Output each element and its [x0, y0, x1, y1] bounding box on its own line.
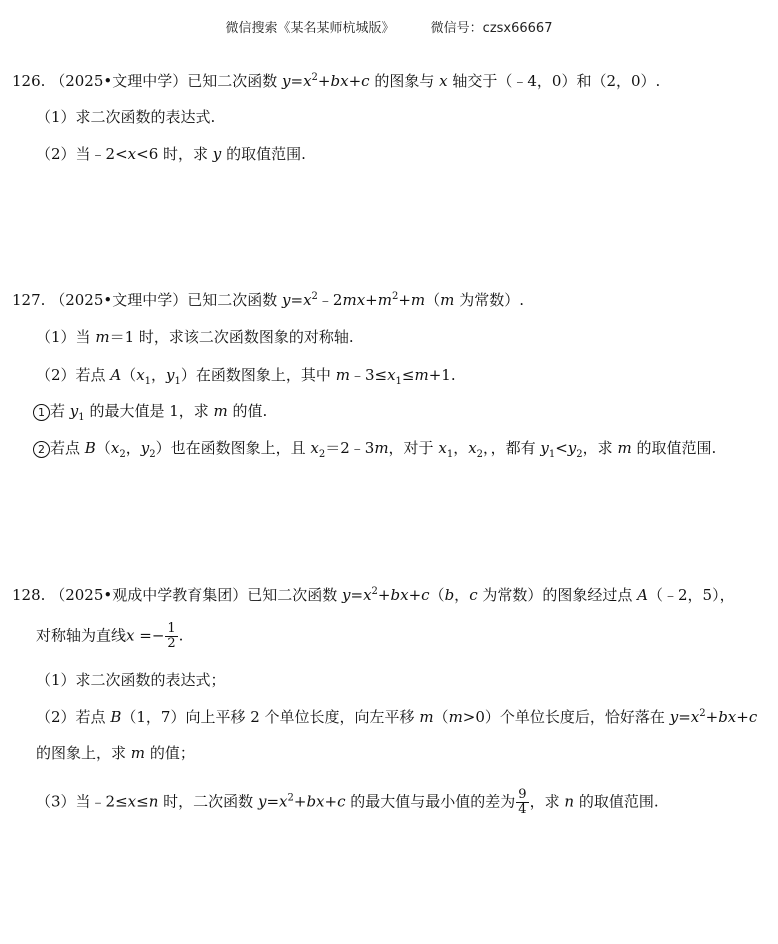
problem-128-part-2-cont: 的图象上，求 m 的值； — [36, 744, 195, 762]
problem-127-sub-1: 1 若 $y_1$ 的最大值是 1，求 m 的值. — [33, 401, 267, 421]
header-wechat-id: 微信号：czsx66667 — [430, 21, 553, 36]
problem-127-sub-2: 2 若点 $B(x_2$，$y_2$）也在函数图象上，且 $x_2=2﹣3m$，对于 $x_1$，$x_2$，，都有 $y_1<y_2$，求 m 的取值范围. — [33, 438, 716, 458]
problem-126-part-2: （2）当﹣2<x<6 时，求 y 的取值范围. — [36, 145, 306, 163]
problem-128-stem-cont: 对称轴为直线x =− $\frac{1}{2}$ . — [36, 621, 184, 651]
problem-126-stem: 126. （2025•文理中学）已知二次函数 $y=x^2+bx+c$ 的图象与 x 轴交于（﹣4，0）和（2，0）. — [12, 72, 661, 90]
problem-128-stem: 128. （2025•观成中学教育集团）已知二次函数 $y=x^2+bx+c(b$，c 为常数）的图象经过点 A（﹣2，5）， — [12, 586, 735, 604]
problem-127-stem: 127. （2025•文理中学）已知二次函数 $y=x^2﹣2mx+m^2+m(m$ 为常数）. — [12, 291, 524, 309]
page-header — [0, 17, 778, 36]
circled-2-marker: 2 — [33, 441, 50, 458]
problem-126-part-1: （1）求二次函数的表达式. — [36, 108, 216, 126]
circled-1-marker: 1 — [33, 404, 50, 421]
problem-127-part-1: （1）当 m＝1 时，求该二次函数图象的对称轴. — [36, 328, 354, 346]
header-search-hint: 微信搜索《某名某师杭城版》 — [225, 21, 395, 36]
fraction-one-half: $\frac{1}{2}$ — [167, 621, 176, 651]
problem-128-part-1: （1）求二次函数的表达式； — [36, 671, 226, 689]
problem-128-part-2: （2）若点 B（1，7）向上平移 2 个单位长度，向左平移 m（m>0）个单位长度后，恰好落在 $y=x^2+bx+c$ — [36, 708, 758, 726]
fraction-nine-quarters: $\frac{9}{4}$ — [518, 787, 527, 817]
problem-128-part-3: （3）当﹣2≤x≤n 时，二次函数 $y=x^2+bx+c$ 的最大值与最小值的差为 $\frac{9}{4}$ ，求 n 的取值范围. — [36, 787, 659, 817]
problem-127-part-2: （2）若点 $A(x_1$，$y_1$）在函数图象上，其中 $m﹣3\le x_1\le m+1$. — [36, 366, 456, 387]
